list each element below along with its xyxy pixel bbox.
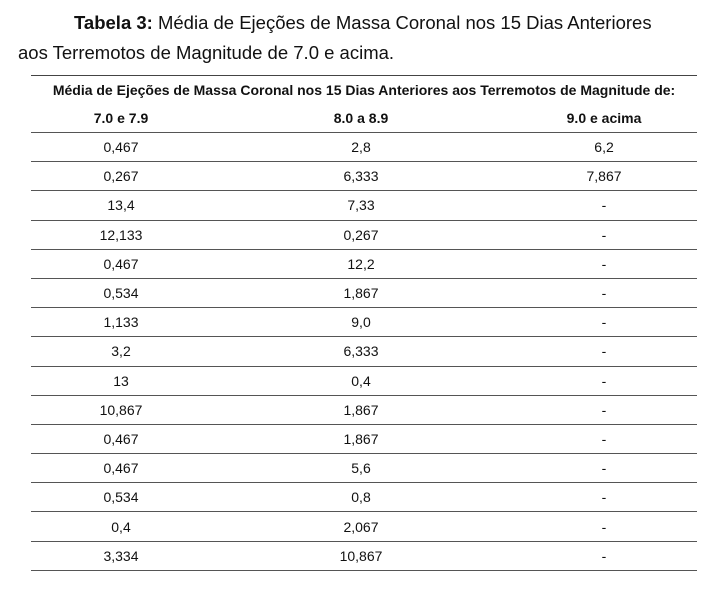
caption-text-line-1: Média de Ejeções de Massa Coronal nos 15 Dias Anteriores — [157, 12, 652, 33]
table-cell: 0,4 — [31, 512, 211, 541]
table-row — [31, 454, 697, 483]
table-cell: 2,8 — [211, 133, 511, 162]
data-table — [31, 75, 697, 571]
table-cell: - — [511, 249, 697, 278]
table-cell: 6,333 — [211, 337, 511, 366]
column-header-7-0-7-9: 7.0 e 7.9 — [31, 104, 211, 133]
table-row — [31, 424, 697, 453]
table-row — [31, 249, 697, 278]
table-cell: 0,267 — [211, 220, 511, 249]
table-cell: 0,467 — [31, 454, 211, 483]
table-row — [31, 278, 697, 307]
table-cell: 2,067 — [211, 512, 511, 541]
table-cell: 5,6 — [211, 454, 511, 483]
table-cell: - — [511, 337, 697, 366]
table-cell: - — [511, 308, 697, 337]
table-cell: 12,133 — [31, 220, 211, 249]
table-cell: 1,867 — [211, 395, 511, 424]
table-cell: 0,4 — [211, 366, 511, 395]
table-cell: 0,8 — [211, 483, 511, 512]
table-cell: 7,33 — [211, 191, 511, 220]
table-body — [31, 133, 697, 571]
table-title-row — [31, 76, 697, 105]
table-cell: 9,0 — [211, 308, 511, 337]
table-header-row — [31, 104, 697, 133]
table-row — [31, 512, 697, 541]
table-cell: 7,867 — [511, 162, 697, 191]
table-cell: 12,2 — [211, 249, 511, 278]
table-cell: 1,867 — [211, 424, 511, 453]
table-cell: 1,867 — [211, 278, 511, 307]
table-cell: - — [511, 278, 697, 307]
table-cell: - — [511, 220, 697, 249]
column-header-9-0-plus: 9.0 e acima — [511, 104, 697, 133]
table-cell: 0,467 — [31, 249, 211, 278]
table-row — [31, 541, 697, 570]
table-row — [31, 395, 697, 424]
table-row — [31, 162, 697, 191]
table-cell: 10,867 — [211, 541, 511, 570]
table-cell: - — [511, 512, 697, 541]
table-cell: - — [511, 541, 697, 570]
data-table-container — [31, 75, 697, 571]
table-cell: 13 — [31, 366, 211, 395]
table-cell: 0,467 — [31, 133, 211, 162]
table-cell: 6,333 — [211, 162, 511, 191]
table-title: Média de Ejeções de Massa Coronal nos 15 Dias Anteriores aos Terremotos de Magnitude de: — [31, 76, 697, 105]
table-caption — [18, 8, 708, 68]
table-cell: - — [511, 424, 697, 453]
table-row — [31, 337, 697, 366]
column-header-8-0-8-9: 8.0 a 8.9 — [211, 104, 511, 133]
table-cell: - — [511, 483, 697, 512]
table-cell: 0,267 — [31, 162, 211, 191]
table-cell: 0,534 — [31, 278, 211, 307]
table-cell: 13,4 — [31, 191, 211, 220]
table-cell: - — [511, 395, 697, 424]
table-cell: 1,133 — [31, 308, 211, 337]
table-cell: - — [511, 191, 697, 220]
table-row — [31, 366, 697, 395]
table-cell: 3,334 — [31, 541, 211, 570]
table-cell: 3,2 — [31, 337, 211, 366]
table-cell: 0,534 — [31, 483, 211, 512]
table-row — [31, 308, 697, 337]
table-row — [31, 483, 697, 512]
table-row — [31, 220, 697, 249]
table-cell: 0,467 — [31, 424, 211, 453]
table-cell: 6,2 — [511, 133, 697, 162]
caption-line-1 — [18, 8, 708, 38]
table-cell: 10,867 — [31, 395, 211, 424]
table-row — [31, 133, 697, 162]
table-row — [31, 191, 697, 220]
table-cell: - — [511, 366, 697, 395]
caption-label: Tabela 3: — [74, 12, 153, 33]
table-cell: - — [511, 454, 697, 483]
caption-text-line-2: aos Terremotos de Magnitude de 7.0 e acima. — [18, 42, 395, 63]
